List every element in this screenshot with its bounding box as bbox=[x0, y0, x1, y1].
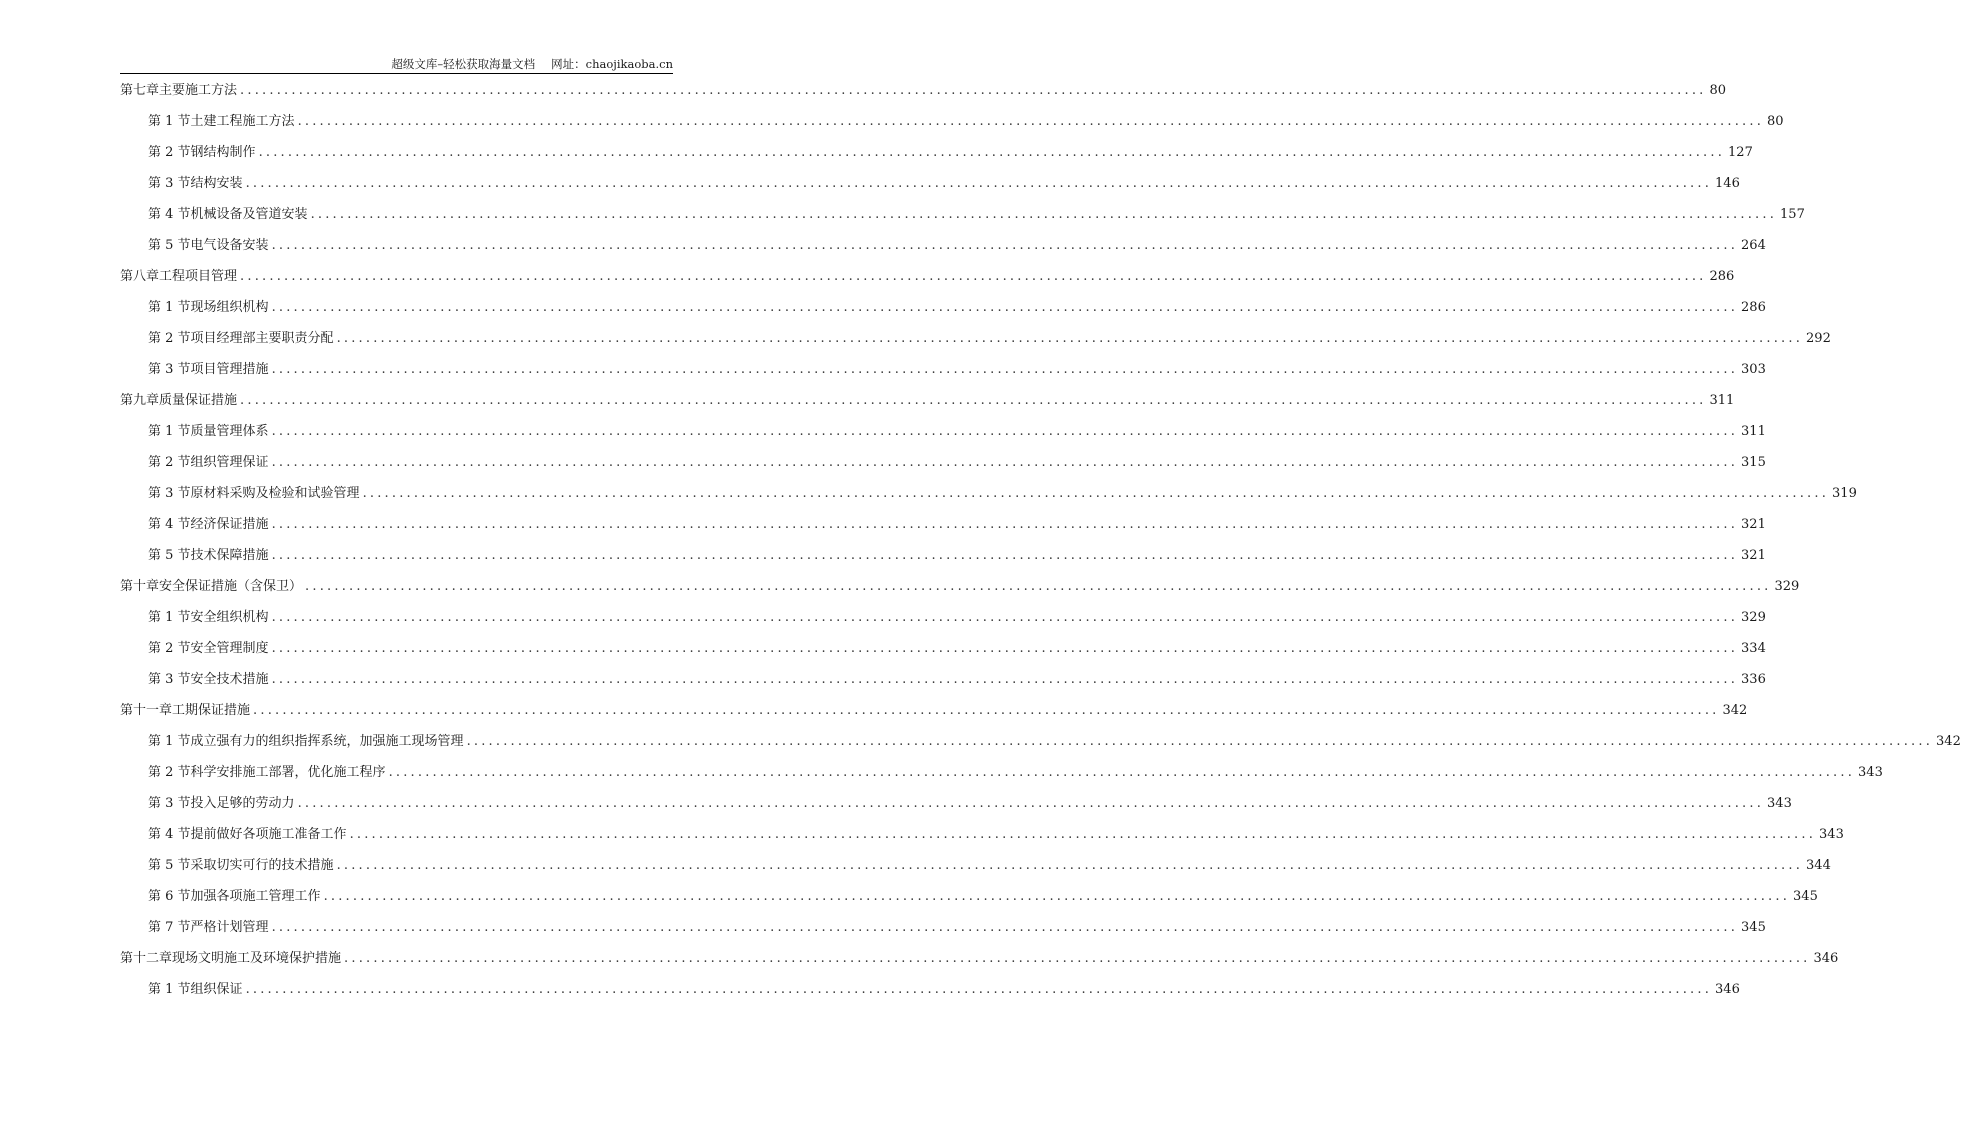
toc-section-entry[interactable] bbox=[120, 856, 1831, 887]
toc-dot-leader: ........................................................................................................................................................................................................ bbox=[271, 610, 1739, 625]
toc-entry-number: 第 2 节 bbox=[148, 455, 191, 470]
toc-entry-title: 加强各项施工管理工作 bbox=[190, 889, 321, 904]
toc-entry-title: 安全技术措施 bbox=[190, 672, 269, 687]
page-header bbox=[120, 57, 673, 74]
toc-entry-number: 第 1 节 bbox=[148, 300, 191, 315]
toc-dot-leader: ........................................................................................................................................................................................................ bbox=[271, 548, 1739, 563]
toc-dot-leader: ........................................................................................................................................................................................................ bbox=[271, 424, 1739, 439]
toc-page-number: 343 bbox=[1819, 827, 1844, 842]
toc-entry-title: 现场文明施工及环境保护措施 bbox=[172, 951, 342, 966]
toc-page-number: 315 bbox=[1741, 455, 1766, 470]
toc-page-number: 80 bbox=[1709, 83, 1727, 98]
header-url: 网址：chaojikaoba.cn bbox=[551, 57, 673, 71]
toc-section-entry[interactable] bbox=[120, 360, 1766, 391]
toc-page-number: 127 bbox=[1728, 145, 1753, 160]
toc-page-number: 343 bbox=[1767, 796, 1792, 811]
toc-page-number: 336 bbox=[1741, 672, 1766, 687]
toc-section-entry[interactable] bbox=[120, 143, 1753, 174]
toc-entry-title: 电气设备安装 bbox=[190, 238, 269, 253]
toc-section-entry[interactable] bbox=[120, 825, 1844, 856]
toc-dot-leader: ........................................................................................................................................................................................................ bbox=[297, 114, 1765, 129]
toc-entry-title: 现场组织机构 bbox=[190, 300, 269, 315]
toc-page-number: 346 bbox=[1813, 951, 1839, 966]
toc-entry-title: 原材料采购及检验和试验管理 bbox=[190, 486, 360, 501]
toc-entry-title: 钢结构制作 bbox=[190, 145, 256, 160]
toc-entry-number: 第 2 节 bbox=[148, 331, 191, 346]
toc-entry-number: 第 2 节 bbox=[148, 145, 191, 160]
toc-dot-leader: ........................................................................................................................................................................................................ bbox=[349, 827, 1817, 842]
toc-entry-title: 组织保证 bbox=[190, 982, 243, 997]
toc-dot-leader: ........................................................................................................................................................................................................ bbox=[336, 858, 1804, 873]
toc-entry-title: 采取切实可行的技术措施 bbox=[190, 858, 334, 873]
toc-dot-leader: ........................................................................................................................................................................................................ bbox=[310, 207, 1778, 222]
toc-section-entry[interactable] bbox=[120, 980, 1740, 1011]
toc-section-entry[interactable] bbox=[120, 484, 1857, 515]
toc-entry-number: 第十一章 bbox=[120, 703, 173, 718]
toc-dot-leader: ........................................................................................................................................................................................................ bbox=[362, 486, 1830, 501]
toc-entry-title: 安全组织机构 bbox=[190, 610, 269, 625]
toc-section-entry[interactable] bbox=[120, 546, 1766, 577]
toc-section-entry[interactable] bbox=[120, 112, 1784, 143]
toc-section-entry[interactable] bbox=[120, 298, 1766, 329]
table-of-contents bbox=[120, 81, 1961, 1011]
toc-section-entry[interactable] bbox=[120, 763, 1883, 794]
toc-dot-leader: ........................................................................................................................................................................................................ bbox=[466, 734, 1934, 749]
toc-entry-title: 机械设备及管道安装 bbox=[190, 207, 308, 222]
toc-dot-leader: ........................................................................................................................................................................................................ bbox=[388, 765, 1856, 780]
toc-section-entry[interactable] bbox=[120, 794, 1792, 825]
toc-dot-leader: ........................................................................................................................................................................................................ bbox=[344, 951, 1811, 966]
toc-dot-leader: ........................................................................................................................................................................................................ bbox=[271, 300, 1739, 315]
toc-entry-number: 第 5 节 bbox=[148, 238, 191, 253]
toc-chapter-entry[interactable] bbox=[120, 267, 1735, 298]
toc-entry-number: 第十章 bbox=[120, 579, 160, 594]
toc-dot-leader: ........................................................................................................................................................................................................ bbox=[245, 982, 1713, 997]
toc-chapter-entry[interactable] bbox=[120, 701, 1748, 732]
toc-dot-leader: ........................................................................................................................................................................................................ bbox=[240, 269, 1707, 284]
toc-section-entry[interactable] bbox=[120, 732, 1961, 763]
toc-entry-title: 土建工程施工方法 bbox=[190, 114, 295, 129]
toc-entry-number: 第八章 bbox=[120, 269, 160, 284]
toc-page-number: 342 bbox=[1722, 703, 1748, 718]
toc-page-number: 345 bbox=[1741, 920, 1766, 935]
toc-entry-title: 技术保障措施 bbox=[190, 548, 269, 563]
toc-page-number: 157 bbox=[1780, 207, 1805, 222]
toc-entry-title: 质量管理体系 bbox=[190, 424, 269, 439]
toc-page-number: 342 bbox=[1936, 734, 1961, 749]
toc-dot-leader: ........................................................................................................................................................................................................ bbox=[271, 455, 1739, 470]
toc-page-number: 80 bbox=[1767, 114, 1784, 129]
toc-chapter-entry[interactable] bbox=[120, 577, 1800, 608]
toc-dot-leader: ........................................................................................................................................................................................................ bbox=[258, 145, 1726, 160]
toc-dot-leader: ........................................................................................................................................................................................................ bbox=[253, 703, 1720, 718]
toc-entry-number: 第 3 节 bbox=[148, 176, 191, 191]
toc-chapter-entry[interactable] bbox=[120, 81, 1727, 112]
toc-entry-number: 第 4 节 bbox=[148, 207, 191, 222]
toc-dot-leader: ........................................................................................................................................................................................................ bbox=[336, 331, 1804, 346]
toc-entry-number: 第 1 节 bbox=[148, 982, 191, 997]
toc-dot-leader: ........................................................................................................................................................................................................ bbox=[297, 796, 1765, 811]
toc-section-entry[interactable] bbox=[120, 453, 1766, 484]
toc-entry-number: 第 2 节 bbox=[148, 641, 191, 656]
toc-page-number: 334 bbox=[1741, 641, 1766, 656]
toc-dot-leader: ........................................................................................................................................................................................................ bbox=[240, 393, 1707, 408]
toc-dot-leader: ........................................................................................................................................................................................................ bbox=[271, 920, 1739, 935]
toc-page-number: 303 bbox=[1741, 362, 1766, 377]
toc-page-number: 329 bbox=[1741, 610, 1766, 625]
toc-dot-leader: ........................................................................................................................................................................................................ bbox=[271, 672, 1739, 687]
toc-entry-title: 项目经理部主要职责分配 bbox=[190, 331, 334, 346]
toc-entry-title: 投入足够的劳动力 bbox=[190, 796, 295, 811]
toc-page-number: 346 bbox=[1715, 982, 1740, 997]
toc-entry-title: 项目管理措施 bbox=[190, 362, 269, 377]
toc-section-entry[interactable] bbox=[120, 329, 1831, 360]
toc-entry-title: 科学安排施工部署，优化施工程序 bbox=[190, 765, 386, 780]
toc-page-number: 292 bbox=[1806, 331, 1831, 346]
toc-entry-number: 第九章 bbox=[120, 393, 160, 408]
toc-entry-number: 第 3 节 bbox=[148, 672, 191, 687]
toc-entry-number: 第 2 节 bbox=[148, 765, 191, 780]
toc-section-entry[interactable] bbox=[120, 918, 1766, 949]
toc-dot-leader: ........................................................................................................................................................................................................ bbox=[240, 83, 1707, 98]
toc-page-number: 345 bbox=[1793, 889, 1818, 904]
toc-entry-title: 安全管理制度 bbox=[190, 641, 269, 656]
toc-page-number: 286 bbox=[1709, 269, 1735, 284]
toc-section-entry[interactable] bbox=[120, 608, 1766, 639]
toc-entry-title: 提前做好各项施工准备工作 bbox=[190, 827, 347, 842]
toc-entry-title: 严格计划管理 bbox=[190, 920, 269, 935]
toc-entry-number: 第 3 节 bbox=[148, 486, 191, 501]
toc-entry-number: 第 4 节 bbox=[148, 517, 191, 532]
toc-dot-leader: ........................................................................................................................................................................................................ bbox=[305, 579, 1772, 594]
toc-section-entry[interactable] bbox=[120, 174, 1740, 205]
toc-entry-number: 第 6 节 bbox=[148, 889, 191, 904]
toc-page-number: 329 bbox=[1774, 579, 1800, 594]
toc-entry-number: 第 1 节 bbox=[148, 734, 191, 749]
toc-section-entry[interactable] bbox=[120, 639, 1766, 670]
toc-page-number: 319 bbox=[1832, 486, 1857, 501]
toc-entry-title: 经济保证措施 bbox=[190, 517, 269, 532]
toc-chapter-entry[interactable] bbox=[120, 391, 1735, 422]
toc-page-number: 146 bbox=[1715, 176, 1740, 191]
toc-section-entry[interactable] bbox=[120, 205, 1805, 236]
toc-dot-leader: ........................................................................................................................................................................................................ bbox=[245, 176, 1713, 191]
toc-section-entry[interactable] bbox=[120, 515, 1766, 546]
toc-dot-leader: ........................................................................................................................................................................................................ bbox=[271, 517, 1739, 532]
toc-section-entry[interactable] bbox=[120, 670, 1766, 701]
toc-entry-number: 第七章 bbox=[120, 83, 160, 98]
toc-entry-title: 结构安装 bbox=[190, 176, 243, 191]
toc-entry-number: 第十二章 bbox=[120, 951, 173, 966]
toc-entry-number: 第 1 节 bbox=[148, 114, 191, 129]
toc-entry-title: 安全保证措施（含保卫） bbox=[159, 579, 303, 594]
toc-dot-leader: ........................................................................................................................................................................................................ bbox=[271, 641, 1739, 656]
toc-section-entry[interactable] bbox=[120, 236, 1766, 267]
toc-entry-title: 工期保证措施 bbox=[172, 703, 251, 718]
toc-entry-title: 工程项目管理 bbox=[159, 269, 238, 284]
toc-section-entry[interactable] bbox=[120, 887, 1818, 918]
toc-dot-leader: ........................................................................................................................................................................................................ bbox=[271, 238, 1739, 253]
toc-page-number: 311 bbox=[1741, 424, 1766, 439]
toc-page-number: 311 bbox=[1709, 393, 1735, 408]
toc-entry-number: 第 1 节 bbox=[148, 610, 191, 625]
toc-entry-number: 第 5 节 bbox=[148, 548, 191, 563]
toc-entry-title: 成立强有力的组织指挥系统，加强施工现场管理 bbox=[190, 734, 464, 749]
toc-page-number: 344 bbox=[1806, 858, 1831, 873]
toc-entry-title: 主要施工方法 bbox=[159, 83, 238, 98]
toc-entry-number: 第 5 节 bbox=[148, 858, 191, 873]
toc-dot-leader: ........................................................................................................................................................................................................ bbox=[271, 362, 1739, 377]
toc-entry-number: 第 4 节 bbox=[148, 827, 191, 842]
toc-page-number: 321 bbox=[1741, 548, 1766, 563]
toc-entry-number: 第 7 节 bbox=[148, 920, 191, 935]
toc-dot-leader: ........................................................................................................................................................................................................ bbox=[323, 889, 1791, 904]
toc-entry-number: 第 3 节 bbox=[148, 796, 191, 811]
toc-page-number: 286 bbox=[1741, 300, 1766, 315]
toc-entry-title: 组织管理保证 bbox=[190, 455, 269, 470]
header-site-text: 超级文库–轻松获取海量文档 bbox=[391, 57, 536, 71]
toc-entry-number: 第 3 节 bbox=[148, 362, 191, 377]
toc-entry-title: 质量保证措施 bbox=[159, 393, 238, 408]
toc-chapter-entry[interactable] bbox=[120, 949, 1839, 980]
toc-page-number: 321 bbox=[1741, 517, 1766, 532]
toc-page-number: 343 bbox=[1858, 765, 1883, 780]
toc-page-number: 264 bbox=[1741, 238, 1766, 253]
toc-section-entry[interactable] bbox=[120, 422, 1766, 453]
toc-entry-number: 第 1 节 bbox=[148, 424, 191, 439]
